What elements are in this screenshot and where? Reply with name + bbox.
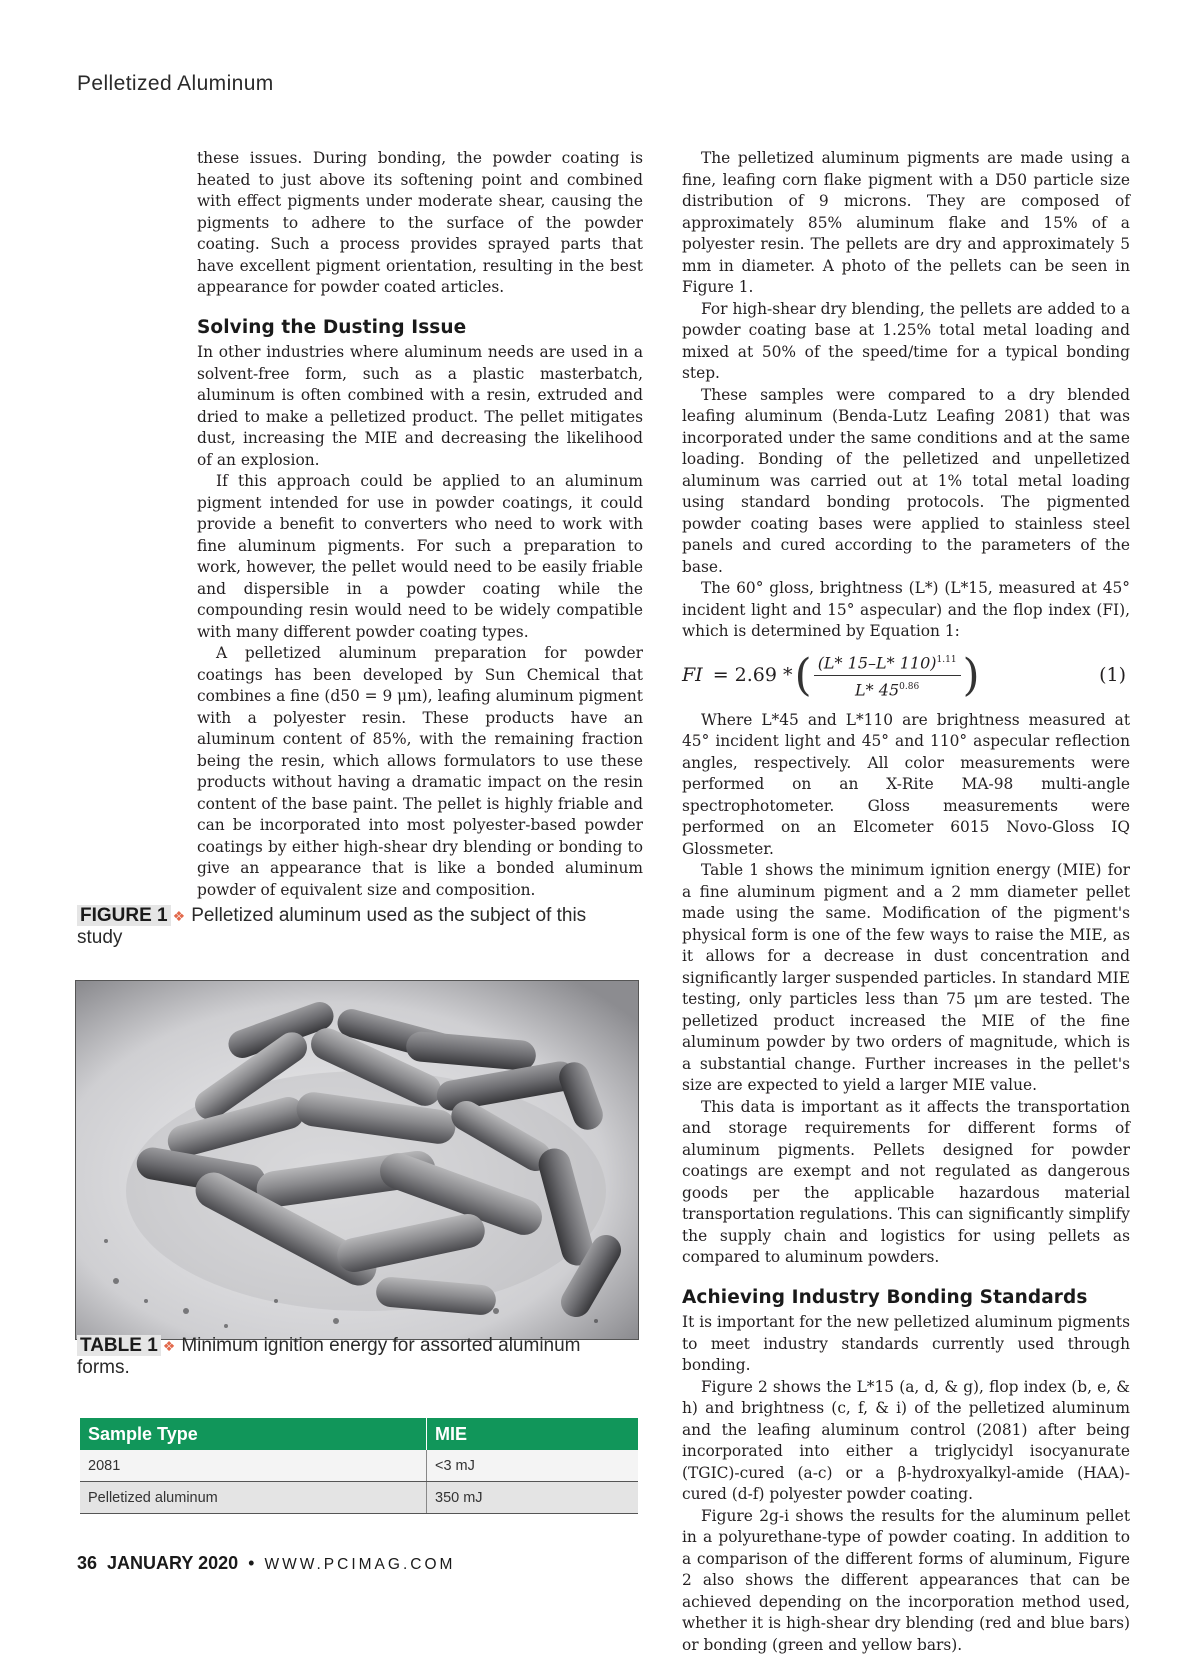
table-header-sample-type: Sample Type — [80, 1418, 427, 1450]
equation-1 — [682, 646, 1130, 706]
paragraph: For high-shear dry blending, the pellets are added to a powder coating base at 1.25% total metal loading and mixed at 50% of the speed/time for a typical bonding step. — [682, 299, 1130, 385]
table-cell: 350 mJ — [427, 1482, 639, 1514]
paragraph: If this approach could be applied to an aluminum pigment intended for use in powder coatings, it could provide a benefit to converters who need to work with fine aluminum pigments. For such a preparation to work, however, the pellet would need to be easily friable and dispersible in a powder coating while the compounding resin would need to be widely compatible with many different powder coating types. — [197, 471, 643, 643]
paragraph: This data is important as it affects the transportation and storage requirements for different forms of aluminum pigments. Pellets designed for powder coatings are exempt and not regulated as dangerous goods per the applicable hazardous material transportation regulations. This can significantly simplify the supply chain and logistics for using pellets as compared to aluminum powders. — [682, 1097, 1130, 1269]
left-paragraphs-1 — [197, 148, 643, 299]
paren-open-icon: ( — [795, 654, 812, 698]
paragraph: these issues. During bonding, the powder coating is heated to just above its softening point and combined with effect pigments under moderate shear, causing the pigments to adhere to the surface of the powder coating. Such a process provides sprayed parts that have excellent pigment orientation, resulting in the best appearance for powder coated articles. — [197, 148, 643, 299]
right-paragraphs-1 — [682, 148, 1130, 643]
table-cell: 2081 — [80, 1450, 427, 1482]
paragraph: A pelletized aluminum preparation for powder coatings has been developed by Sun Chemical that combines a fine (d50 = 9 μm), leafing aluminum pigment with a polyester resin. These products have an aluminum content of 85%, with the remaining fraction being the resin, which allows formulators to use these products without having a dramatic impact on the resin content of the base paint. The pellet is highly friable and can be incorporated into most polyester-based powder coatings by either high-shear dry blending or bonding to give an appearance that is like a bonded aluminum powder of equivalent size and composition. — [197, 643, 643, 901]
right-paragraphs-2 — [682, 710, 1130, 1269]
table-cell: <3 mJ — [427, 1450, 639, 1482]
table-1-caption — [77, 1335, 617, 1379]
issue-date: JANUARY 2020 — [107, 1553, 238, 1573]
paren-close-icon: ) — [963, 654, 980, 698]
paragraph: Figure 2g-i shows the results for the aluminum pellet in a polyurethane-type of powder coating. In addition to a comparison of the different forms of aluminum, Figure 2 also shows the different appearances that can be achieved depending on the incorporation method used, whether it is high-shear dry blending (red and blue bars) or bonding (green and yellow bars). — [682, 1506, 1130, 1656]
equation-lhs: FI — [682, 665, 703, 687]
left-paragraphs-2 — [197, 342, 643, 901]
paragraph: Table 1 shows the minimum ignition energy (MIE) for a fine aluminum pigment and a 2 mm diameter pellet made using the same. Modification of the pigment's physical form is one of the few ways to raise the MIE, as it allows for a decrease in dust concentration and significantly larger suspended particles. In standard MIE testing, only particles less than 75 μm are tested. The pelletized product increased the MIE of the fine aluminum powder by two orders of magnitude, which is a substantial change. Further increases in the pellet's size are expected to yield a larger MIE value. — [682, 860, 1130, 1097]
equation-denominator: L* $45^{0.86}$ — [855, 676, 919, 701]
section-heading-dusting: Solving the Dusting Issue — [197, 317, 643, 339]
figure-caption-text: Pelletized aluminum used as the subject of this study — [77, 905, 586, 948]
paragraph: It is important for the new pelletized aluminum pigments to meet industry standards currently used through bonding. — [682, 1312, 1130, 1377]
page-footer — [77, 1553, 455, 1574]
diamond-icon: ❖ — [163, 1338, 176, 1354]
left-column — [197, 148, 643, 901]
figure-1-photo — [75, 980, 639, 1340]
paragraph: In other industries where aluminum needs are used in a solvent-free form, such as a plastic masterbatch, aluminum is often combined with a resin, extruded and dried to make a pelletized product. The pellet mitigates dust, increasing the MIE and decreasing the likelihood of an explosion. — [197, 342, 643, 471]
section-heading-bonding: Achieving Industry Bonding Standards — [682, 1287, 1130, 1309]
figure-label: FIGURE 1 — [77, 905, 171, 926]
right-paragraphs-3 — [682, 1312, 1130, 1656]
diamond-icon: ❖ — [173, 908, 186, 924]
paragraph: Where L*45 and L*110 are brightness measured at 45° incident light and 45° and 110° aspecular reflection angles, respectively. All color measurements were performed on an X-Rite MA-98 multi-angle spectrophotometer. Gloss measurements were performed on an Elcometer 6015 Novo-Gloss IQ Glossmeter. — [682, 710, 1130, 861]
equation-number: (1) — [1099, 665, 1126, 687]
page-number: 36 — [77, 1553, 97, 1573]
table-header-mie: MIE — [427, 1418, 639, 1450]
equation-coefficient: = 2.69 * — [713, 665, 793, 687]
table-cell: Pelletized aluminum — [80, 1482, 427, 1514]
mie-table — [80, 1418, 638, 1514]
equation-fraction — [814, 650, 961, 701]
table-header-row — [80, 1418, 638, 1450]
table-label: TABLE 1 — [77, 1335, 161, 1356]
table-caption-text: Minimum ignition energy for assorted aluminum forms. — [77, 1335, 581, 1378]
paragraph: The 60° gloss, brightness (L*) (L*15, measured at 45° incident light and 15° aspecular) and the flop index (FI), which is determined by Equation 1: — [682, 578, 1130, 643]
paragraph: Figure 2 shows the L*15 (a, d, & g), flop index (b, e, & h) and brightness (c, f, & i) of the pelletized aluminum and the leafing aluminum control (2081) after being incorporated into either a triglycidyl isocyanurate (TGIC)-cured (a-c) or a β-hydroxyalkyl-amide (HAA)-cured (d-f) polyester powder coating. — [682, 1377, 1130, 1506]
right-column — [682, 148, 1130, 1656]
running-header: Pelletized Aluminum — [77, 72, 274, 96]
paragraph: These samples were compared to a dry blended leafing aluminum (Benda-Lutz Leafing 2081) that was incorporated under the same conditions and at the same loading. Bonding of the pelletized and unpelletized aluminum was carried out at 1% total metal loading using standard bonding protocols. The pigmented powder coating bases were applied to stainless steel panels and cured according to the parameters of the base. — [682, 385, 1130, 579]
website-link[interactable]: WWW.PCIMAG.COM — [264, 1556, 455, 1573]
footer-bullet: • — [248, 1553, 254, 1573]
figure-1-caption — [77, 905, 617, 949]
paragraph: The pelletized aluminum pigments are made using a fine, leafing corn flake pigment with a D50 particle size distribution of 9 microns. They are composed of approximately 85% aluminum flake and 15% of a polyester resin. The pellets are dry and approximately 5 mm in diameter. A photo of the pellets can be seen in Figure 1. — [682, 148, 1130, 299]
equation-numerator: (L* 15–L* 110)$^{1.11}$ — [814, 650, 961, 676]
table-row — [80, 1450, 638, 1482]
table-row — [80, 1482, 638, 1514]
